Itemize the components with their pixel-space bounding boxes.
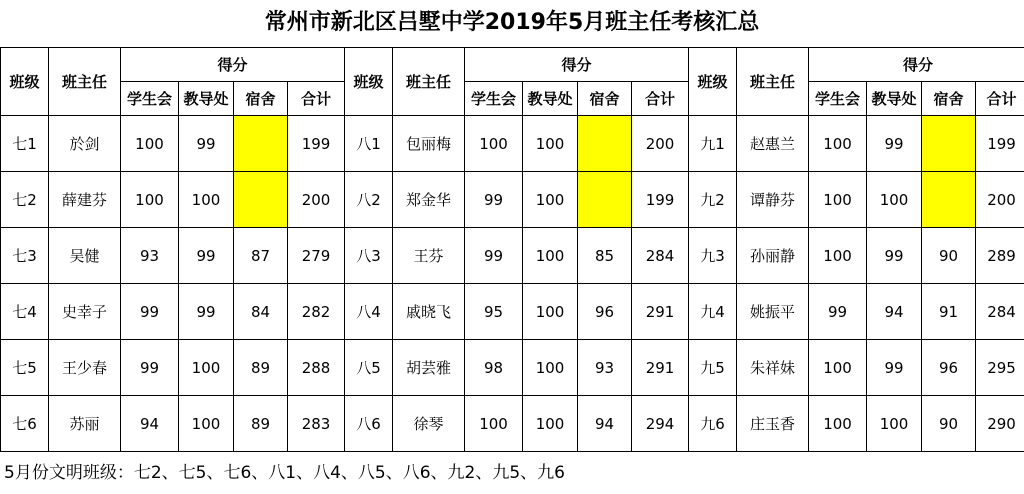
guidance-office-score: 99 [867, 116, 922, 172]
student-union-score: 100 [809, 116, 867, 172]
student-union-score: 100 [121, 172, 179, 228]
guidance-office-score: 99 [867, 340, 922, 396]
dorm-score: 90 [922, 396, 976, 452]
student-union-score: 93 [121, 228, 179, 284]
total-score: 294 [632, 396, 689, 452]
total-score: 289 [976, 228, 1024, 284]
guidance-office-score: 100 [523, 172, 578, 228]
guidance-office-score: 99 [179, 284, 234, 340]
header-student-union: 学生会 [465, 82, 523, 116]
student-union-score: 100 [465, 396, 523, 452]
header-guidance-office: 教导处 [179, 82, 234, 116]
total-score: 199 [632, 172, 689, 228]
teacher-cell: 吴健 [49, 228, 121, 284]
teacher-cell: 孙丽静 [737, 228, 809, 284]
dorm-score [578, 172, 632, 228]
class-cell: 九3 [689, 228, 737, 284]
guidance-office-score: 94 [867, 284, 922, 340]
student-union-score: 100 [465, 116, 523, 172]
teacher-cell: 谭静芬 [737, 172, 809, 228]
total-score: 288 [288, 340, 345, 396]
header-student-union: 学生会 [809, 82, 867, 116]
class-cell: 九5 [689, 340, 737, 396]
student-union-score: 99 [465, 172, 523, 228]
teacher-cell: 史幸子 [49, 284, 121, 340]
class-cell: 九6 [689, 396, 737, 452]
dorm-score: 87 [234, 228, 288, 284]
guidance-office-score: 100 [523, 228, 578, 284]
student-union-score: 99 [465, 228, 523, 284]
header-class: 班级 [345, 48, 393, 116]
guidance-office-score: 100 [523, 340, 578, 396]
header-teacher: 班主任 [737, 48, 809, 116]
class-cell: 七3 [1, 228, 49, 284]
dorm-score: 93 [578, 340, 632, 396]
class-cell: 八4 [345, 284, 393, 340]
total-score: 290 [976, 396, 1024, 452]
header-dorm: 宿舍 [234, 82, 288, 116]
guidance-office-score: 100 [523, 116, 578, 172]
table-row [1, 116, 1024, 172]
student-union-score: 100 [809, 396, 867, 452]
dorm-score: 89 [234, 396, 288, 452]
total-score: 200 [632, 116, 689, 172]
header-total: 合计 [976, 82, 1024, 116]
total-score: 283 [288, 396, 345, 452]
header-total: 合计 [632, 82, 689, 116]
guidance-office-score: 99 [179, 116, 234, 172]
table-row [1, 396, 1024, 452]
header-guidance-office: 教导处 [867, 82, 922, 116]
student-union-score: 100 [809, 340, 867, 396]
header-total: 合计 [288, 82, 345, 116]
teacher-cell: 庄玉香 [737, 396, 809, 452]
total-score: 200 [976, 172, 1024, 228]
class-cell: 九1 [689, 116, 737, 172]
teacher-cell: 包丽梅 [393, 116, 465, 172]
dorm-score: 85 [578, 228, 632, 284]
class-cell: 七4 [1, 284, 49, 340]
teacher-cell: 赵惠兰 [737, 116, 809, 172]
dorm-score: 90 [922, 228, 976, 284]
dorm-score [234, 116, 288, 172]
guidance-office-score: 100 [523, 284, 578, 340]
guidance-office-score: 100 [179, 172, 234, 228]
guidance-office-score: 99 [179, 228, 234, 284]
guidance-office-score: 100 [867, 396, 922, 452]
student-union-score: 100 [809, 172, 867, 228]
dorm-score: 96 [578, 284, 632, 340]
teacher-cell: 胡芸雅 [393, 340, 465, 396]
teacher-cell: 徐琴 [393, 396, 465, 452]
total-score: 284 [976, 284, 1024, 340]
table-row [1, 228, 1024, 284]
dorm-score: 96 [922, 340, 976, 396]
guidance-office-score: 100 [179, 396, 234, 452]
teacher-cell: 戚晓飞 [393, 284, 465, 340]
teacher-cell: 苏丽 [49, 396, 121, 452]
header-class: 班级 [1, 48, 49, 116]
header-teacher: 班主任 [49, 48, 121, 116]
header-teacher: 班主任 [393, 48, 465, 116]
page-title: 常州市新北区吕墅中学2019年5月班主任考核汇总 [264, 10, 760, 35]
student-union-score: 100 [809, 228, 867, 284]
table-row [1, 340, 1024, 396]
class-cell: 八2 [345, 172, 393, 228]
dorm-score [922, 116, 976, 172]
class-cell: 九2 [689, 172, 737, 228]
dorm-score: 84 [234, 284, 288, 340]
class-cell: 七1 [1, 116, 49, 172]
class-cell: 七2 [1, 172, 49, 228]
student-union-score: 99 [809, 284, 867, 340]
header-class: 班级 [689, 48, 737, 116]
teacher-cell: 郑金华 [393, 172, 465, 228]
teacher-cell: 薛建芬 [49, 172, 121, 228]
student-union-score: 99 [121, 340, 179, 396]
student-union-score: 99 [121, 284, 179, 340]
student-union-score: 94 [121, 396, 179, 452]
dorm-score: 89 [234, 340, 288, 396]
teacher-cell: 朱祥妹 [737, 340, 809, 396]
dorm-score [922, 172, 976, 228]
total-score: 291 [632, 340, 689, 396]
class-cell: 八3 [345, 228, 393, 284]
header-score: 得分 [465, 48, 689, 82]
header-score: 得分 [121, 48, 345, 82]
total-score: 295 [976, 340, 1024, 396]
civilized-classes-note: 5月份文明班级：七2、七5、七6、八1、八4、八5、八6、九2、九5、九6 [4, 463, 565, 483]
total-score: 291 [632, 284, 689, 340]
class-cell: 七6 [1, 396, 49, 452]
class-cell: 八6 [345, 396, 393, 452]
student-union-score: 100 [121, 116, 179, 172]
dorm-score: 94 [578, 396, 632, 452]
teacher-cell: 王少春 [49, 340, 121, 396]
header-dorm: 宿舍 [922, 82, 976, 116]
teacher-cell: 王芬 [393, 228, 465, 284]
guidance-office-score: 100 [523, 396, 578, 452]
student-union-score: 95 [465, 284, 523, 340]
total-score: 279 [288, 228, 345, 284]
dorm-score [578, 116, 632, 172]
total-score: 199 [288, 116, 345, 172]
total-score: 282 [288, 284, 345, 340]
guidance-office-score: 99 [867, 228, 922, 284]
header-student-union: 学生会 [121, 82, 179, 116]
guidance-office-score: 100 [179, 340, 234, 396]
header-dorm: 宿舍 [578, 82, 632, 116]
teacher-cell: 於剑 [49, 116, 121, 172]
guidance-office-score: 100 [867, 172, 922, 228]
class-cell: 七5 [1, 340, 49, 396]
total-score: 199 [976, 116, 1024, 172]
total-score: 200 [288, 172, 345, 228]
assessment-table [0, 47, 1024, 452]
header-score: 得分 [809, 48, 1024, 82]
header-guidance-office: 教导处 [523, 82, 578, 116]
dorm-score [234, 172, 288, 228]
total-score: 284 [632, 228, 689, 284]
student-union-score: 98 [465, 340, 523, 396]
dorm-score: 91 [922, 284, 976, 340]
teacher-cell: 姚振平 [737, 284, 809, 340]
class-cell: 八1 [345, 116, 393, 172]
class-cell: 九4 [689, 284, 737, 340]
table-row [1, 284, 1024, 340]
class-cell: 八5 [345, 340, 393, 396]
table-row [1, 172, 1024, 228]
